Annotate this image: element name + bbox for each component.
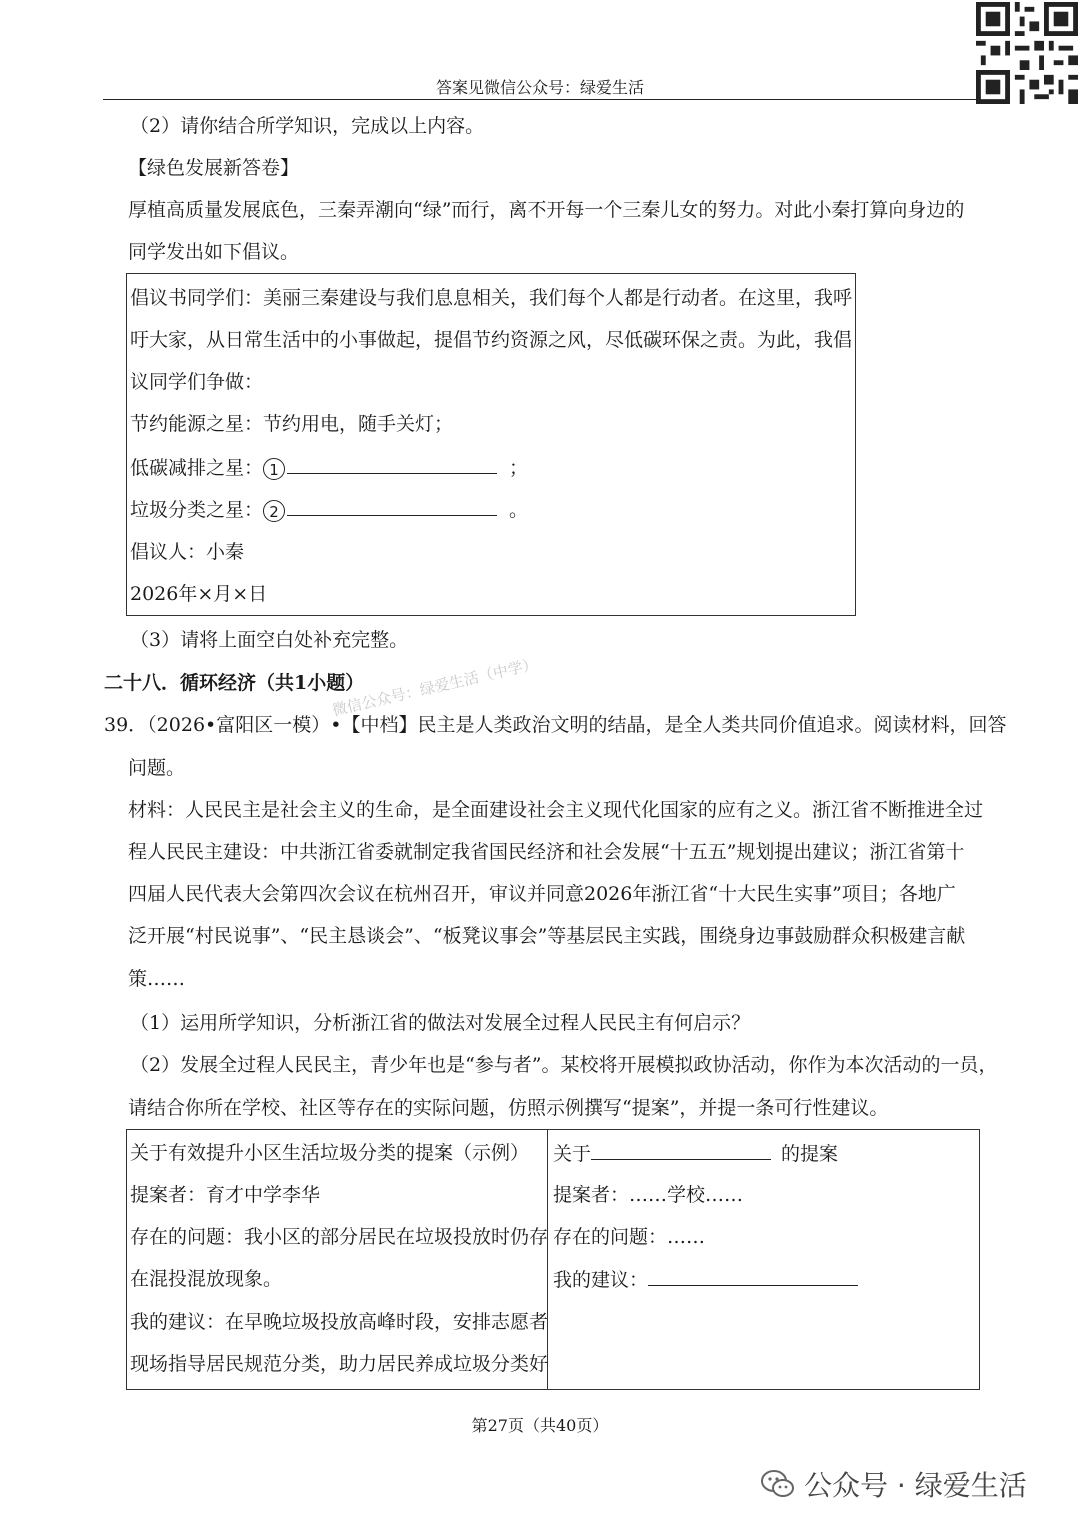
proposal-line-3: 议同学们争做： [130, 371, 264, 393]
example-suggestion-2: 现场指导居民规范分类，助力居民养成垃圾分类好 [130, 1353, 549, 1375]
page-footer: 第27页（共40页） [471, 1416, 609, 1435]
question-2-prompt: （2）请你结合所学知识，完成以上内容。 [130, 115, 485, 137]
brand-badge [760, 1462, 1027, 1506]
proposal-line-4: 节约能源之星：节约用电，随手关灯； [130, 413, 454, 435]
material-line-5: 策…… [128, 968, 186, 990]
answer-title-prefix: 关于 [553, 1143, 592, 1165]
answer-blank-2[interactable] [287, 495, 497, 516]
material-line-2: 程人民民主建设：中共浙江省委就制定我省国民经济和社会发展“十五五”规划提出建议；浙江省第十 [128, 841, 965, 863]
watermark: 微信公众号：绿爱生活（中学） [330, 654, 540, 720]
sub-question-1: （1）运用所学知识，分析浙江省的做法对发展全过程人民民主有何启示？ [130, 1012, 751, 1034]
section-title: 【绿色发展新答卷】 [128, 157, 300, 179]
proposal-line-1: 倡议书同学们：美丽三秦建设与我们息息相关，我们每个人都是行动者。在这里，我呼 [130, 287, 853, 309]
question-3-prompt: （3）请将上面空白处补充完整。 [130, 629, 409, 651]
answer-suggestion-row [553, 1265, 858, 1294]
intro-line-1: 厚植高质量发展底色，三秦弄潮向“绿”而行，离不开每一个三秦儿女的努力。对此小秦打算向身边的 [128, 199, 965, 221]
circled-number-2: 2 [263, 500, 285, 522]
wechat-icon [760, 1469, 796, 1499]
intro-line-2: 同学发出如下倡议。 [128, 241, 300, 263]
blank-1-end: ； [509, 457, 529, 479]
blank-2-end: 。 [509, 499, 529, 521]
brand-text: 公众号 · 绿爱生活 [804, 1469, 1027, 1502]
example-proposer: 提案者：育才中学李华 [130, 1184, 321, 1206]
answer-proposer: 提案者：……学校…… [553, 1184, 744, 1206]
answer-suggestion-blank[interactable] [648, 1265, 858, 1286]
proposal-blank-2-row [130, 495, 528, 524]
proposal-signer: 倡议人：小秦 [130, 541, 245, 563]
question-39: 39．（2026•富阳区一模）•【中档】民主是人类政治文明的结晶，是全人类共同价值追求。阅读材料，回答 [104, 714, 1007, 736]
header-divider [103, 99, 979, 100]
material-line-3: 四届人民代表大会第四次会议在杭州召开，审议并同意2026年浙江省“十大民生实事”项目；各地广 [128, 883, 956, 905]
page-header: 答案见微信公众号：绿爱生活 [435, 78, 644, 97]
example-suggestion-1: 我的建议：在早晚垃圾投放高峰时段，安排志愿者 [130, 1311, 549, 1333]
example-title: 关于有效提升小区生活垃圾分类的提案（示例） [130, 1142, 530, 1164]
sub-question-2a: （2）发展全过程人民民主，青少年也是“参与者”。某校将开展模拟政协活动，你作为本次活动的一员， [130, 1054, 998, 1076]
sub-question-2b: 请结合你所在学校、社区等存在的实际问题，仿照示例撰写“提案”，并提一条可行性建议。 [128, 1097, 889, 1119]
question-39-cont: 问题。 [128, 757, 186, 779]
material-line-4: 泛开展“村民说事”、“民主恳谈会”、“板凳议事会”等基层民主实践，围绕身边事鼓励群众积极建言献 [128, 925, 966, 947]
answer-title-suffix: 的提案 [781, 1143, 839, 1165]
answer-problem: 存在的问题：…… [553, 1226, 706, 1248]
proposal-date: 2026年×月×日 [130, 583, 268, 605]
circled-number-1: 1 [263, 458, 285, 480]
answer-title-row [553, 1139, 838, 1168]
answer-suggestion-label: 我的建议： [553, 1269, 649, 1291]
material-line-1: 材料：人民民主是社会主义的生命，是全面建设社会主义现代化国家的应有之义。浙江省不断推进全过 [128, 799, 984, 821]
section-heading: 二十八．循环经济（共1小题） [104, 672, 365, 694]
example-problem-2: 在混投混放现象。 [130, 1268, 283, 1290]
answer-blank-1[interactable] [287, 453, 497, 474]
answer-title-blank[interactable] [591, 1139, 771, 1160]
example-problem-1: 存在的问题：我小区的部分居民在垃圾投放时仍存 [130, 1226, 549, 1248]
low-carbon-label: 低碳减排之星： [130, 457, 264, 479]
proposal-blank-1-row [130, 453, 528, 482]
sorting-label: 垃圾分类之星： [130, 499, 264, 521]
proposal-line-2: 吁大家，从日常生活中的小事做起，提倡节约资源之风，尽低碳环保之责。为此，我倡 [130, 329, 853, 351]
